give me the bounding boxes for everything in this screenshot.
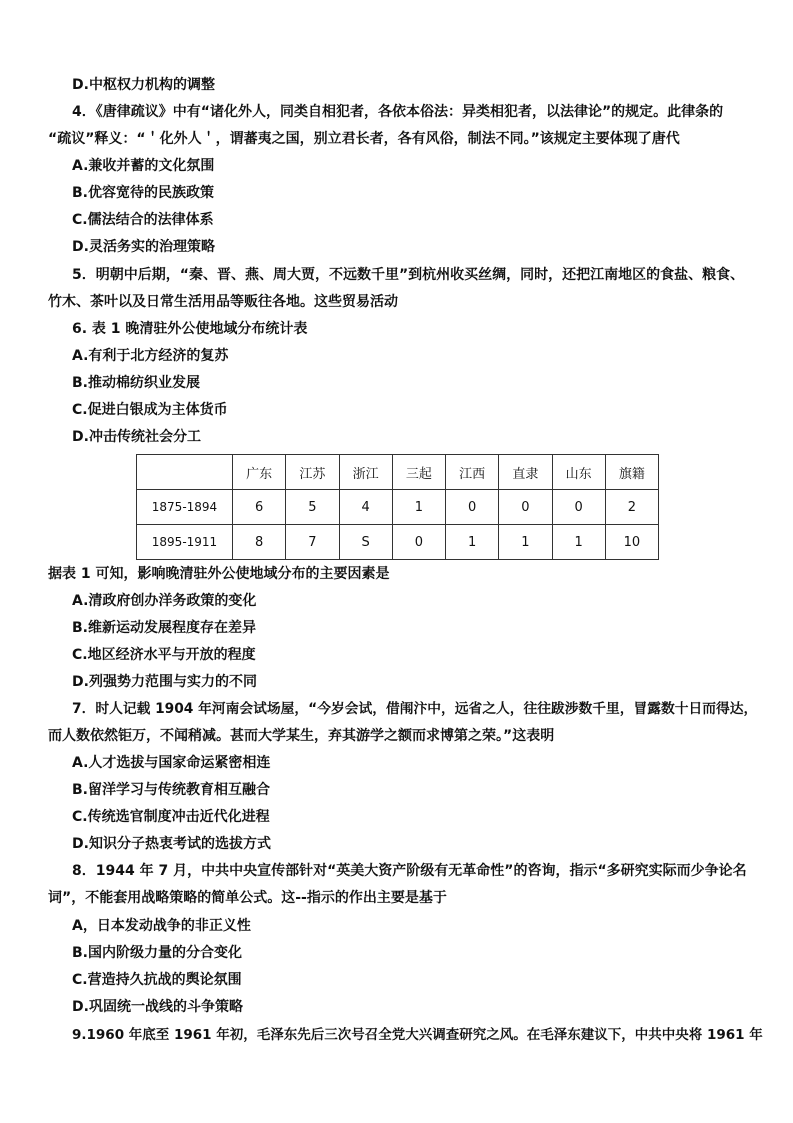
q4-stem-line2: “疏议”释义：“＇化外人＇，谓蕃夷之国，别立君长者，各有风俗，制法不同。”该规定主要体现了唐代: [48, 131, 680, 147]
table-header-cell: 江西: [446, 455, 499, 490]
table-cell: 2: [605, 490, 658, 525]
q5-stem-line1: 5．明朝中后期，“秦、晋、燕、周大贾，不远数千里”到杭州收买丝绸，同时，还把江南地区的食盐、粮食、: [72, 267, 745, 283]
table-row: [137, 525, 659, 560]
table-header-cell: 江苏: [286, 455, 339, 490]
q9-stem-line1: 9.1960 年底至 1961 年初，毛泽东先后三次号召全党大兴调查研究之风。在毛泽东建议下，中共中央将 1961 年: [72, 1027, 763, 1043]
table-header-cell: 浙江: [339, 455, 392, 490]
table-cell: 0: [392, 525, 445, 560]
q4-option-c: C.儒法结合的法律体系: [72, 212, 214, 228]
q8-stem-line1: 8．1944 年 7 月，中共中央宣传部针对“英美大资产阶级有无革命性”的咨询，指示“多研究实际而少争论名: [72, 863, 747, 879]
q7-option-d: D.知识分子热衷考试的选拔方式: [72, 836, 271, 852]
table-header-cell: 三起: [392, 455, 445, 490]
q4-option-d: D.灵活务实的治理策略: [72, 239, 215, 255]
table-header-row: [137, 455, 659, 490]
table-header-cell: [137, 455, 233, 490]
q4-option-a: A.兼收并蓄的文化氛围: [72, 158, 215, 174]
q6-table-caption: 6. 表 1 晚清驻外公使地域分布统计表: [72, 321, 308, 337]
q8-option-a: A，日本发动战争的非正义性: [72, 918, 251, 934]
table-row: [137, 490, 659, 525]
table-cell: 0: [552, 490, 605, 525]
q6-option-c: C.地区经济水平与开放的程度: [72, 647, 256, 663]
table-cell: 8: [233, 525, 286, 560]
table-cell: 1: [392, 490, 445, 525]
q4-option-b: B.优容宽待的民族政策: [72, 185, 214, 201]
table-cell: 0: [446, 490, 499, 525]
table-header-cell: 直隶: [499, 455, 552, 490]
q5-option-b: B.推动棉纺织业发展: [72, 375, 200, 391]
table-cell: S: [339, 525, 392, 560]
table-cell: 0: [499, 490, 552, 525]
q7-stem-line1: 7．时人记载 1904 年河南会试场屋，“今岁会试，借闱汴中，远省之人，往往跋涉数千里，冒露数十日而得达，: [72, 701, 758, 717]
table-cell: 4: [339, 490, 392, 525]
q5-stem-line2: 竹木、茶叶以及日常生活用品等贩往各地。这些贸易活动: [48, 294, 398, 310]
q8-option-b: B.国内阶级力量的分合变化: [72, 945, 242, 961]
q8-option-d: D.巩固统一战线的斗争策略: [72, 999, 243, 1015]
q7-option-c: C.传统选官制度冲击近代化进程: [72, 809, 270, 825]
q5-option-a: A.有利于北方经济的复苏: [72, 348, 229, 364]
table-header-cell: 旗籍: [605, 455, 658, 490]
q4-stem-line1: 4．《唐律疏议》中有“诸化外人，同类自相犯者，各依本俗法：异类相犯者，以法律论”的规定。此律条的: [72, 104, 724, 120]
table-cell: 5: [286, 490, 339, 525]
envoy-distribution-table: [136, 454, 659, 560]
q8-stem-line2: 词”，不能套用战略策略的简单公式。这--指示的作出主要是基于: [48, 890, 447, 906]
q7-option-b: B.留洋学习与传统教育相互融合: [72, 782, 270, 798]
table-cell: 1: [552, 525, 605, 560]
q6-option-a: A.清政府创办洋务政策的变化: [72, 593, 257, 609]
table-cell: 1: [446, 525, 499, 560]
table-cell: 7: [286, 525, 339, 560]
q7-option-a: A.人才选拔与国家命运紧密相连: [72, 755, 271, 771]
q5-option-d: D.冲击传统社会分工: [72, 429, 201, 445]
q6-option-b: B.维新运动发展程度存在差异: [72, 620, 256, 636]
q6-option-d: D.列强势力范围与实力的不同: [72, 674, 257, 690]
table-cell: 1: [499, 525, 552, 560]
table-header-cell: 山东: [552, 455, 605, 490]
table-header-cell: 广东: [233, 455, 286, 490]
q7-stem-line2: 而人数依然钜万，不闻稍减。甚而大学某生，弃其游学之额而求博第之荣。”这表明: [48, 728, 555, 744]
q3-option-d: D.中枢权力机构的调整: [72, 77, 215, 93]
table-cell-period: 1895-1911: [137, 525, 233, 560]
table-cell: 6: [233, 490, 286, 525]
table-cell: 10: [605, 525, 658, 560]
table-cell-period: 1875-1894: [137, 490, 233, 525]
q6-question: 据表 1 可知，影响晚清驻外公使地域分布的主要因素是: [48, 566, 390, 582]
q5-option-c: C.促进白银成为主体货币: [72, 402, 228, 418]
q8-option-c: C.营造持久抗战的舆论氛围: [72, 972, 242, 988]
